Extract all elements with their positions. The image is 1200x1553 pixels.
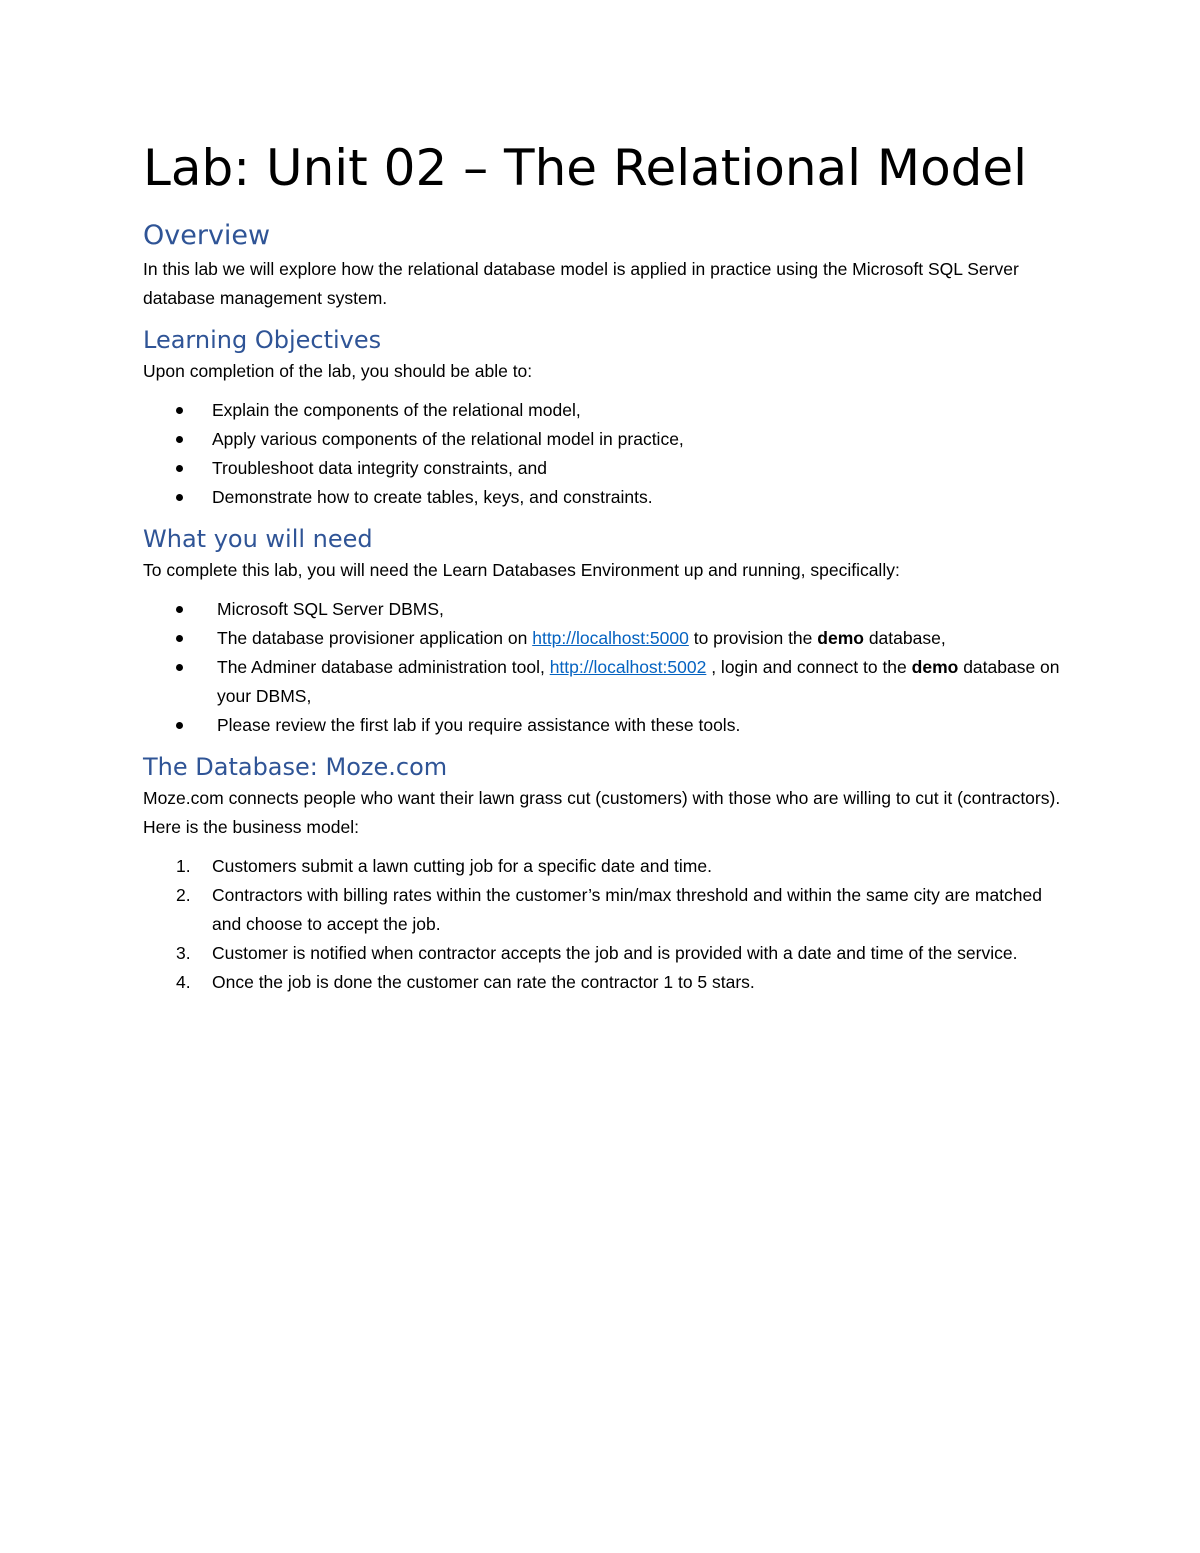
list-item <box>143 939 1068 968</box>
step-text: Customer is notified when contractor accepts the job and is provided with a date and time of the service. <box>212 943 1018 963</box>
need-text: database, <box>863 628 946 648</box>
business-model-list <box>143 852 1068 997</box>
demo-bold: demo <box>911 657 959 677</box>
overview-text: In this lab we will explore how the relational database model is applied in practice using the Microsoft SQL Server database management system. <box>143 259 1019 308</box>
bullet-icon <box>176 606 183 613</box>
bullet-icon <box>176 664 183 671</box>
list-item <box>143 396 1068 425</box>
document-page <box>143 138 1068 997</box>
need-text: , login and connect to the <box>706 657 912 677</box>
demo-bold: demo <box>817 628 864 648</box>
step-number: 3. <box>176 943 191 963</box>
objective-text: Explain the components of the relational model, <box>212 400 581 420</box>
list-item <box>143 881 1068 939</box>
step-number: 2. <box>176 885 191 905</box>
bullet-icon <box>176 407 183 414</box>
needs-heading: What you will need <box>143 525 373 553</box>
step-text: Customers submit a lawn cutting job for a specific date and time. <box>212 856 712 876</box>
overview-heading: Overview <box>143 220 271 251</box>
need-text: database on your DBMS, <box>217 657 1060 706</box>
need-text: to provision the <box>688 628 818 648</box>
objective-text: Troubleshoot data integrity constraints, and <box>212 458 547 478</box>
list-item <box>143 653 1068 711</box>
need-text: Please review the first lab if you require assistance with these tools. <box>217 715 741 735</box>
objective-text: Apply various components of the relational model in practice, <box>212 429 684 449</box>
list-item <box>143 454 1068 483</box>
list-item <box>143 483 1068 512</box>
needs-intro: To complete this lab, you will need the Learn Databases Environment up and running, specifically: <box>143 560 900 580</box>
bullet-icon <box>176 436 183 443</box>
list-item <box>143 425 1068 454</box>
database-intro: Moze.com connects people who want their lawn grass cut (customers) with those who are willing to cut it (contractors). Here is the business model: <box>143 788 1061 837</box>
list-item <box>143 711 1068 740</box>
list-item <box>143 595 1068 624</box>
need-text: The database provisioner application on <box>217 628 533 648</box>
needs-list <box>143 595 1068 740</box>
bullet-icon <box>176 635 183 642</box>
step-number: 4. <box>176 972 191 992</box>
need-text: The Adminer database administration tool, <box>217 657 550 677</box>
database-heading: The Database: Moze.com <box>143 753 448 781</box>
objectives-heading: Learning Objectives <box>143 326 382 354</box>
need-text: Microsoft SQL Server DBMS, <box>217 599 444 619</box>
step-text: Contractors with billing rates within the customer’s min/max threshold and within the same city are matched and choose to accept the job. <box>212 885 1042 934</box>
document-title: Lab: Unit 02 – The Relational Model <box>143 139 1028 197</box>
list-item <box>143 852 1068 881</box>
bullet-icon <box>176 465 183 472</box>
objectives-intro: Upon completion of the lab, you should be able to: <box>143 361 533 381</box>
step-text: Once the job is done the customer can rate the contractor 1 to 5 stars. <box>212 972 755 992</box>
list-item <box>143 968 1068 997</box>
list-item <box>143 624 1068 653</box>
bullet-icon <box>176 494 183 501</box>
step-number: 1. <box>176 856 191 876</box>
objectives-list <box>143 396 1068 512</box>
bullet-icon <box>176 722 183 729</box>
objective-text: Demonstrate how to create tables, keys, and constraints. <box>212 487 653 507</box>
adminer-link[interactable]: http://localhost:5002 <box>549 657 707 677</box>
provisioner-link[interactable]: http://localhost:5000 <box>532 628 689 648</box>
